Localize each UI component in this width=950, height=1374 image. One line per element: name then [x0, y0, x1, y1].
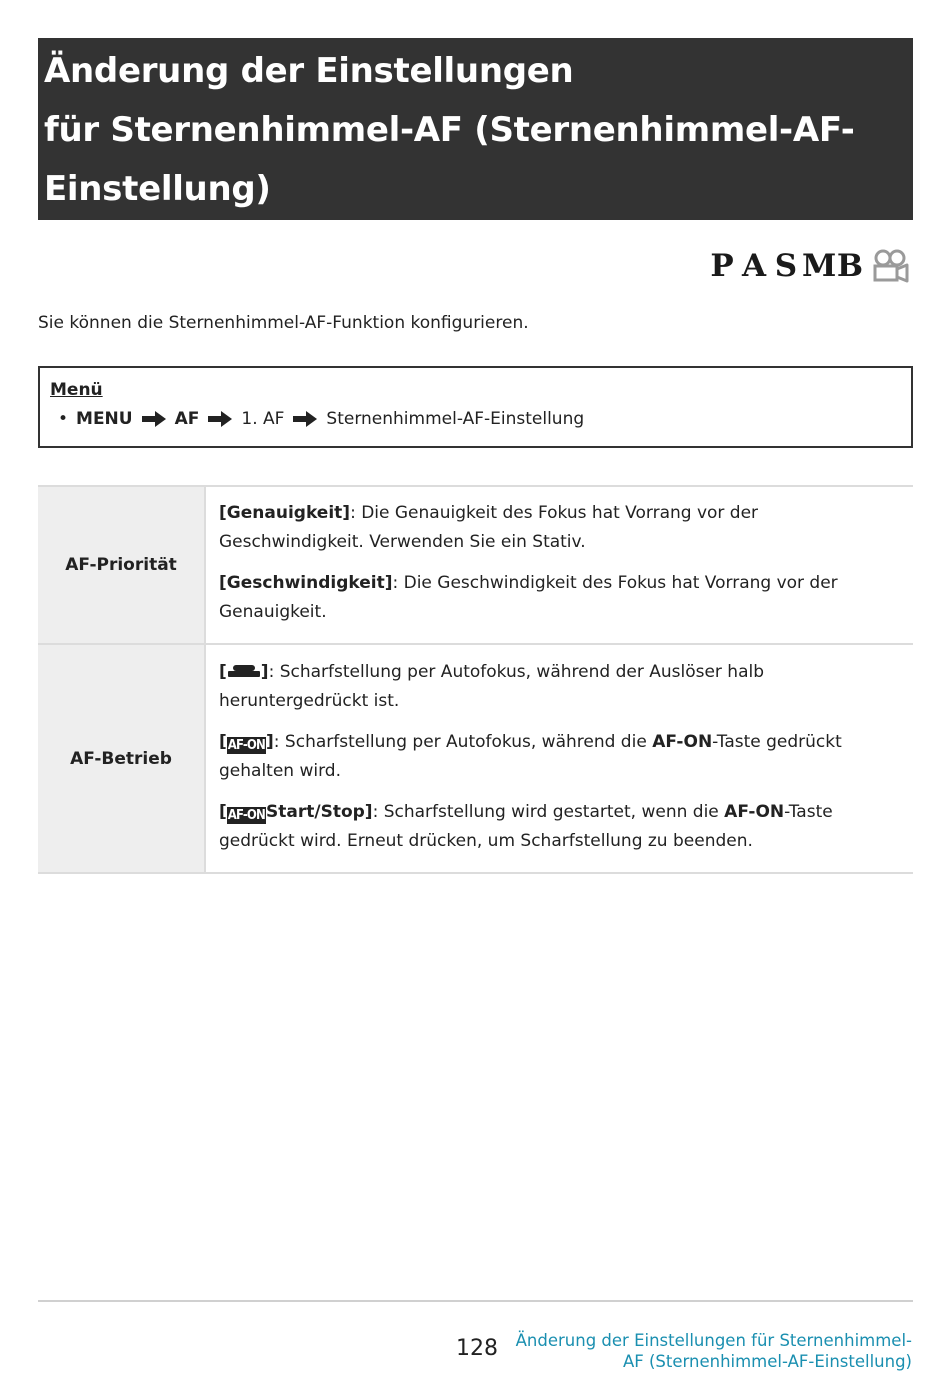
title-line-1: Änderung der Einstellungen [44, 51, 574, 91]
bracket-close: ] [260, 661, 269, 682]
bullet: • [58, 409, 69, 429]
menu-box [38, 366, 913, 448]
menu-path [50, 404, 911, 434]
arrow-right-icon [141, 411, 167, 427]
mode-s: S [774, 248, 798, 284]
mode-m: M [802, 248, 837, 284]
option-name: Genauigkeit [226, 503, 343, 523]
menu-heading: Menü [50, 380, 103, 400]
footer-link-line-1[interactable]: Änderung der Einstellungen für Sternenhimmel- [515, 1331, 912, 1350]
option-text: -Taste gedrückt gehalten wird. [219, 731, 842, 781]
option-af-on [219, 728, 903, 786]
table-row [38, 644, 913, 873]
title-line-2: für Sternenhimmel-AF (Sternenhimmel-AF- [44, 110, 855, 150]
option-text: : Scharfstellung per Autofokus, während der Auslöser halb heruntergedrückt ist. [219, 661, 765, 711]
bracket-close: ] [384, 573, 393, 593]
shutter-button-icon [227, 663, 261, 679]
option-text: : Scharfstellung per Autofokus, während die [273, 731, 653, 752]
menu-step-1af: 1. AF [241, 409, 285, 429]
option-text: : Die Geschwindigkeit des Fokus hat Vorrang vor der Genauigkeit. [219, 573, 838, 622]
footer-section-link[interactable] [492, 1330, 912, 1372]
option-genauigkeit [219, 499, 903, 557]
arrow-right-icon [292, 411, 318, 427]
bracket-close: ] [364, 801, 373, 822]
option-geschwindigkeit [219, 569, 903, 627]
option-text: : Die Genauigkeit des Fokus hat Vorrang vor der Geschwindigkeit. Verwenden Sie ein Stativ. [219, 503, 759, 552]
bracket-open: [ [219, 573, 227, 593]
mode-a: A [741, 248, 767, 284]
mode-b: B [836, 248, 864, 284]
bracket-open: [ [219, 503, 227, 523]
menu-step-menu: MENU [76, 409, 133, 429]
footer-link-line-2[interactable]: AF (Sternenhimmel-AF-Einstellung) [622, 1352, 912, 1371]
af-on-icon: AF-ON [227, 737, 266, 753]
shooting-modes [706, 248, 910, 284]
settings-table [38, 485, 913, 874]
menu-step-setting: Sternenhimmel-AF-Einstellung [326, 409, 585, 429]
menu-step-af: AF [174, 409, 200, 429]
setting-label-af-priority: AF-Priorität [38, 486, 205, 644]
title-line-3: Einstellung) [44, 169, 271, 209]
setting-description [205, 486, 913, 644]
option-text: : Scharfstellung wird gestartet, wenn die [372, 801, 725, 822]
option-af-on-start-stop [219, 798, 903, 856]
bracket-open: [ [219, 731, 227, 752]
af-on-bold: AF-ON [652, 731, 713, 752]
movie-camera-icon [870, 248, 910, 284]
bracket-open: [ [219, 661, 227, 682]
option-shutter [219, 658, 903, 716]
mode-p: P [710, 248, 734, 284]
footer-divider [38, 1300, 913, 1302]
af-on-icon: AF-ON [227, 807, 266, 823]
option-name: Start/Stop [266, 801, 365, 822]
table-row [38, 486, 913, 644]
af-on-bold: AF-ON [724, 801, 785, 822]
page-number: 128 [456, 1336, 498, 1361]
arrow-right-icon [207, 411, 233, 427]
page-title [38, 38, 913, 220]
setting-description [205, 644, 913, 873]
bracket-close: ] [342, 503, 351, 523]
intro-text: Sie können die Sternenhimmel-AF-Funktion konfigurieren. [38, 313, 529, 333]
bracket-close: ] [266, 731, 274, 752]
option-text: -Taste gedrückt wird. Erneut drücken, um Scharfstellung zu beenden. [219, 801, 833, 851]
setting-label-af-betrieb: AF-Betrieb [38, 644, 205, 873]
bracket-open: [ [219, 801, 227, 822]
option-name: Geschwindigkeit [226, 573, 385, 593]
